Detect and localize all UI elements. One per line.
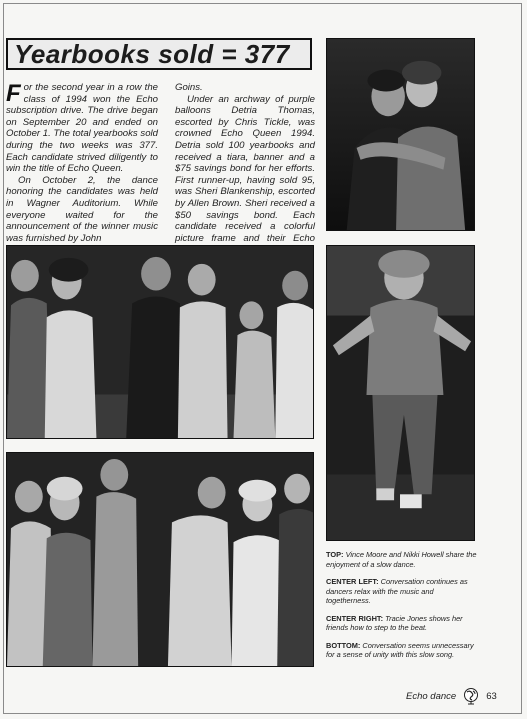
page-number: 63 bbox=[486, 690, 497, 702]
story-paragraph-4 bbox=[175, 94, 315, 258]
caption-center-left bbox=[326, 577, 478, 606]
photo-center-left-dancers bbox=[6, 245, 314, 439]
caption-text: Conversation seems unnecessary for a sense of unity with this slow song. bbox=[326, 640, 474, 659]
page-footer bbox=[406, 686, 516, 706]
caption-top bbox=[326, 550, 478, 569]
story-column-2 bbox=[175, 82, 315, 258]
caption-center-right bbox=[326, 614, 478, 633]
photo-bottom-slow-song bbox=[6, 452, 314, 667]
story-column-1 bbox=[6, 82, 158, 244]
caption-label: CENTER LEFT: bbox=[326, 577, 379, 586]
story-paragraph-2: On October 2, the dance honoring the candidates was held in Wagner Auditorium. While everyone waited for the announcement of the winner music was furnished by John bbox=[6, 174, 158, 244]
section-name: Echo dance bbox=[406, 690, 457, 702]
caption-label: BOTTOM: bbox=[326, 640, 361, 650]
caption-text: Vince Moore and Nikki Howell share the enjoyment of a slow dance. bbox=[326, 550, 477, 569]
headline-box bbox=[6, 38, 312, 70]
story-paragraph-1-text: or the second year in a row the class of 1994 won the Echo subscription drive. The drive began on September 20 and ended on October 1. The total yearbooks sold during the two weeks was 377. Each candidate strived diligently to win the title of Echo Queen. bbox=[6, 82, 158, 175]
drop-cap: F bbox=[6, 80, 21, 107]
caption-text: Tracie Jones shows her friends how to step to the beat. bbox=[326, 613, 463, 632]
page-title: Yearbooks sold = 377 bbox=[14, 38, 290, 69]
photo-top-slow-dance bbox=[326, 38, 475, 231]
story-paragraph-4-text: Under an archway of purple balloons Detria Thomas, escorted by Chris Tickle, was crowned Echo Queen 1994. Detria sold 100 yearbooks and received a tiara, banner and a $75 savings bond for her efforts. First runner-up, having sold 95, was Sheri Blankenship, escorted by Allen Brown. Sheri received a $50 savings bond. Each candidate received a colorful picture frame and their Echo bbox=[175, 93, 315, 244]
story-paragraph-3: Goins. bbox=[175, 82, 203, 93]
photo-center-right-dancer bbox=[326, 245, 475, 541]
caption-label: TOP: bbox=[326, 550, 344, 559]
caption-label: CENTER RIGHT: bbox=[326, 613, 384, 623]
globe-icon bbox=[462, 687, 480, 705]
story-paragraph-1 bbox=[6, 82, 158, 175]
caption-text: Conversation continues as dancers relax with the music and togetherness. bbox=[326, 577, 468, 605]
caption-bottom bbox=[326, 641, 478, 660]
photo-captions bbox=[326, 550, 478, 668]
